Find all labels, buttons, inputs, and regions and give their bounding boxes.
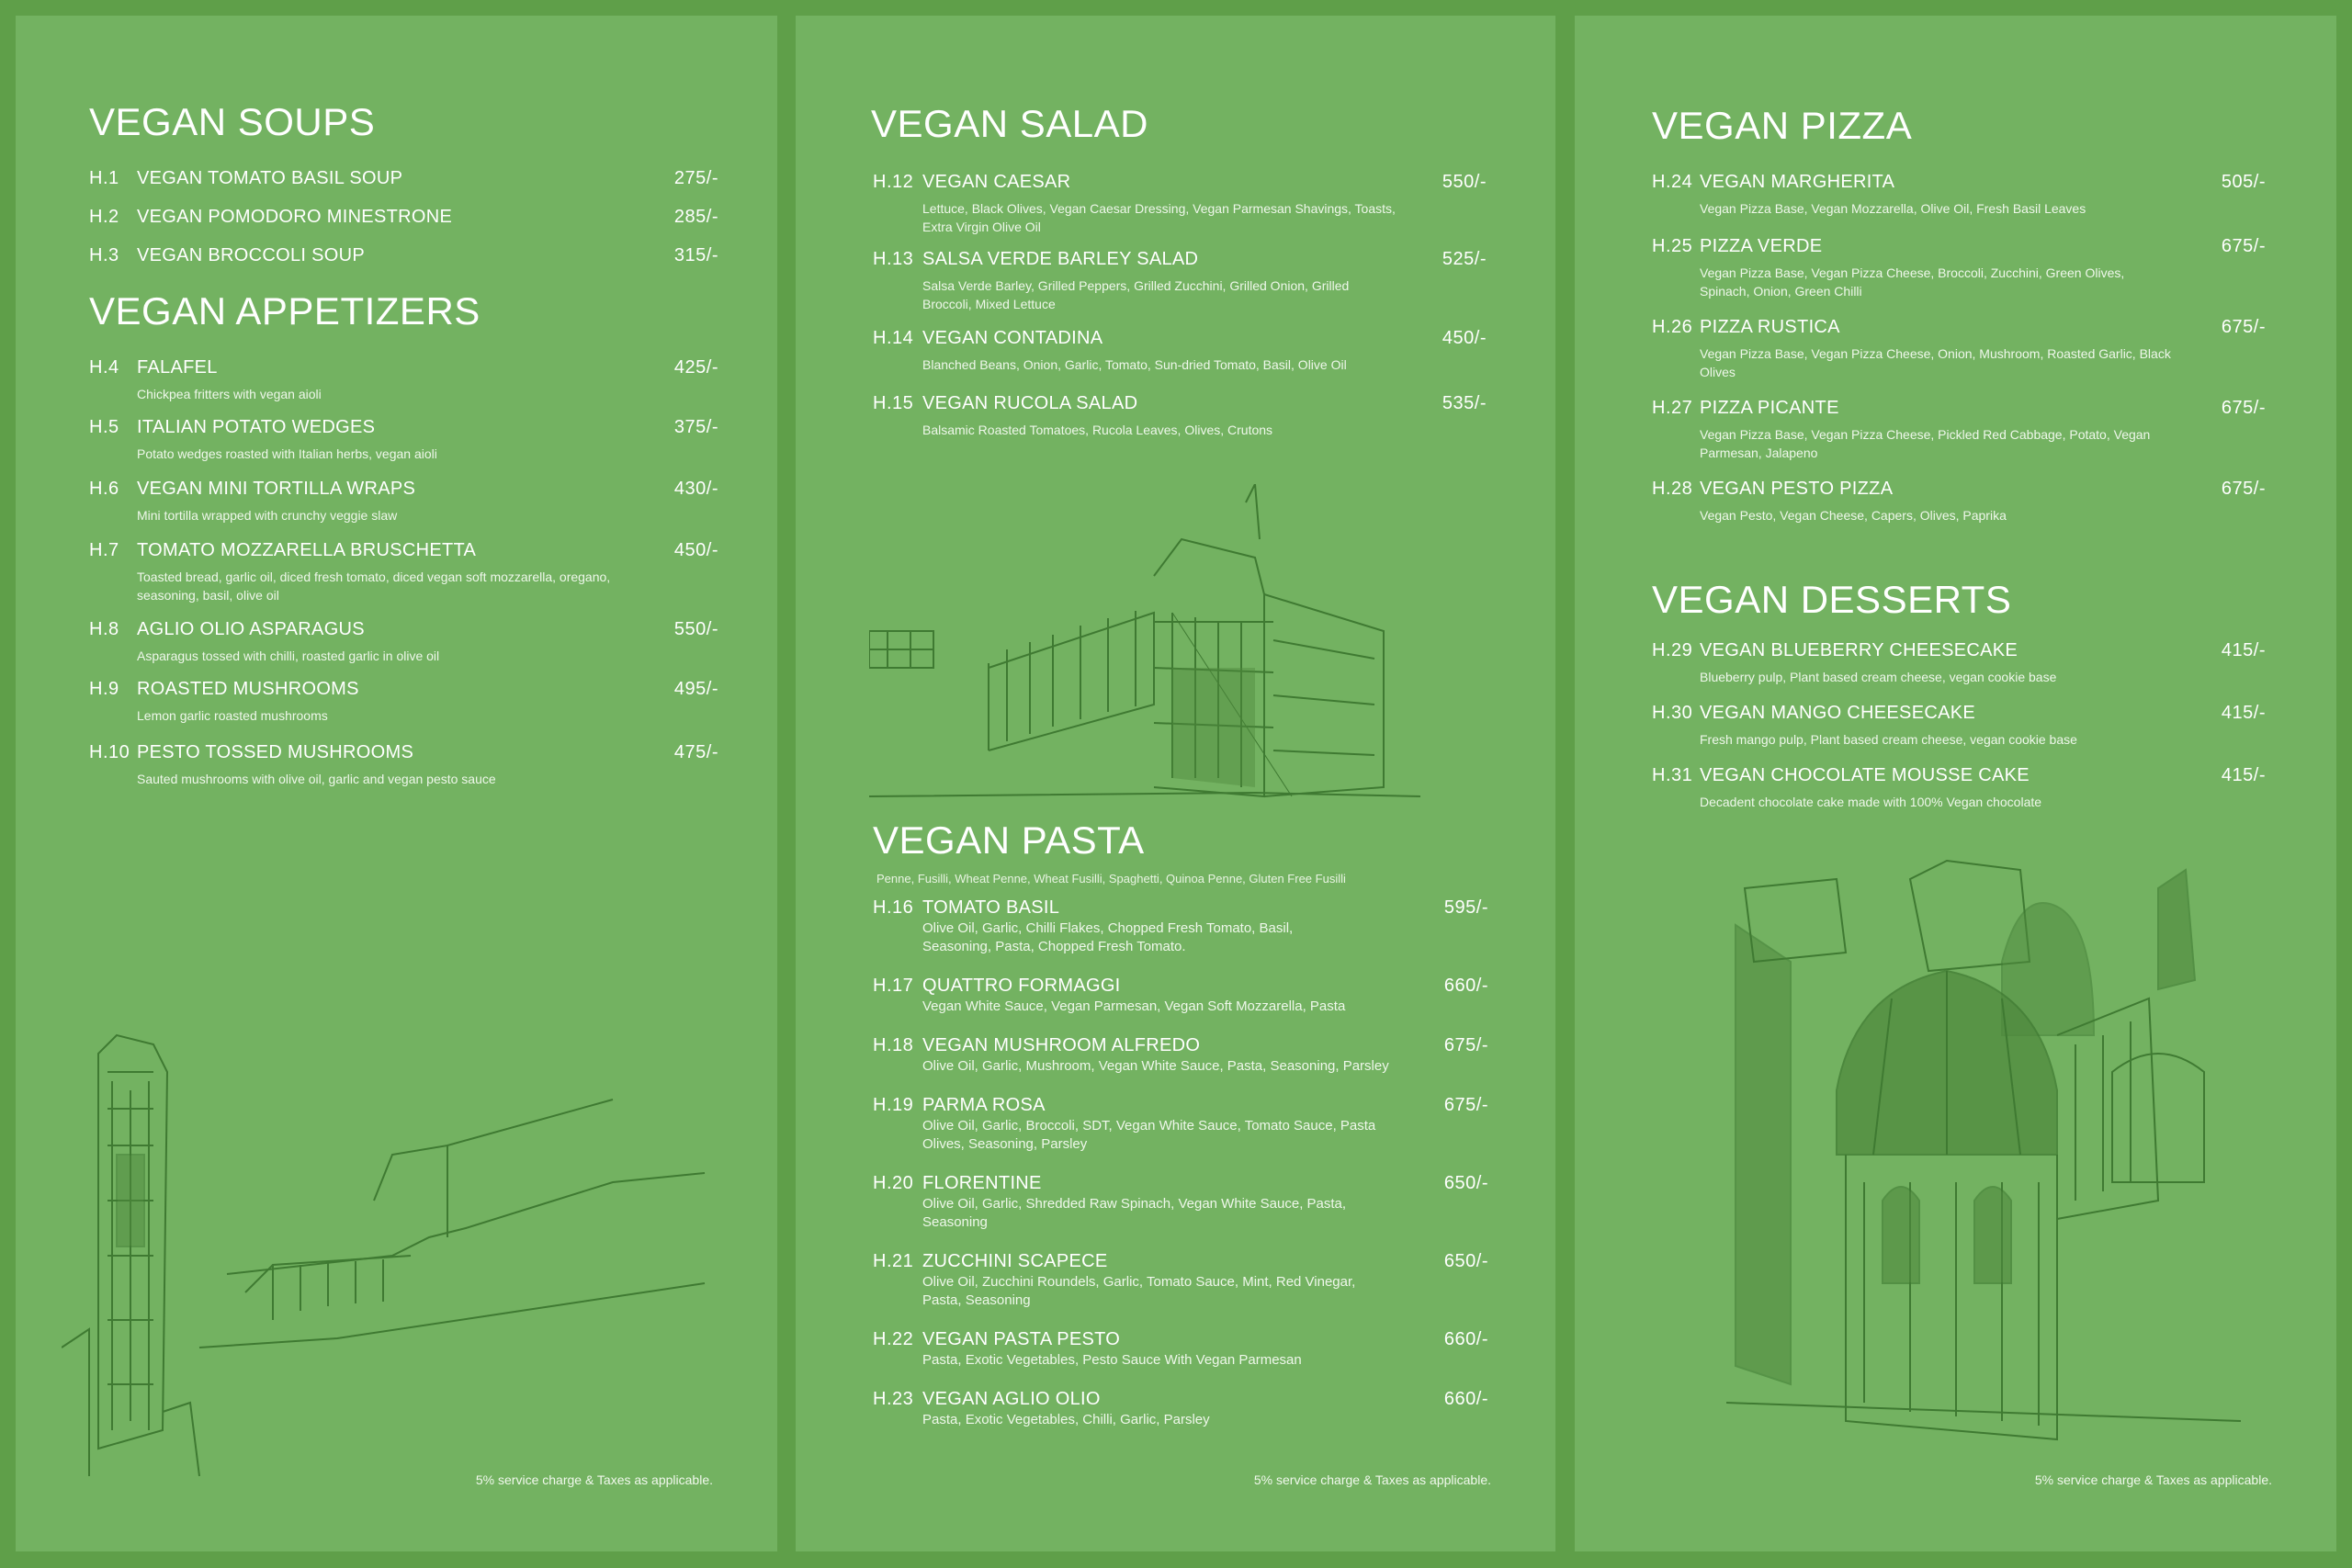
item-description: Lettuce, Black Olives, Vegan Caesar Dressing, Vegan Parmesan Shavings, Toasts, Extra Virgin Olive Oil <box>922 201 1396 234</box>
item-name: TOMATO MOZZARELLA BRUSCHETTA <box>137 540 477 560</box>
item-code: H.6 <box>89 479 119 499</box>
item-price: 675/- <box>2221 236 2266 256</box>
item-description: Decadent chocolate cake made with 100% Vegan chocolate <box>1700 795 2042 809</box>
item-code: H.18 <box>873 1035 914 1055</box>
item-name: PESTO TOSSED MUSHROOMS <box>137 742 414 762</box>
item-description: Balsamic Roasted Tomatoes, Rucola Leaves, Olives, Crutons <box>922 423 1273 437</box>
item-description: Blanched Beans, Onion, Garlic, Tomato, Sun-dried Tomato, Basil, Olive Oil <box>922 357 1347 372</box>
item-price: 415/- <box>2221 765 2266 785</box>
item-code: H.25 <box>1652 236 1693 256</box>
item-price: 375/- <box>673 417 718 437</box>
item-description: Olive Oil, Zucchini Roundels, Garlic, Tomato Sauce, Mint, Red Vinegar, Pasta, Seasoning <box>922 1274 1356 1308</box>
item-name: ZUCCHINI SCAPECE <box>922 1251 1108 1271</box>
item-price: 675/- <box>2221 317 2266 337</box>
item-price: 525/- <box>1442 249 1487 269</box>
item-code: H.28 <box>1652 479 1693 499</box>
service-charge-note: 5% service charge & Taxes as applicable. <box>475 1472 713 1487</box>
item-name: ITALIAN POTATO WEDGES <box>137 417 376 437</box>
section-title-pasta: VEGAN PASTA <box>873 818 1145 862</box>
item-code: H.23 <box>873 1389 914 1409</box>
item-name: QUATTRO FORMAGGI <box>922 976 1121 996</box>
item-price: 675/- <box>1443 1035 1488 1055</box>
item-description: Fresh mango pulp, Plant based cream cheese, vegan cookie base <box>1700 732 2077 747</box>
item-description: Pasta, Exotic Vegetables, Pesto Sauce With Vegan Parmesan <box>922 1352 1302 1368</box>
item-name: VEGAN TOMATO BASIL SOUP <box>137 168 403 188</box>
architecture-sketch-right <box>1726 852 2241 1458</box>
item-price: 675/- <box>1443 1095 1488 1115</box>
item-name: VEGAN BLUEBERRY CHEESECAKE <box>1700 640 2018 660</box>
item-code: H.3 <box>89 245 119 265</box>
item-code: H.4 <box>89 357 119 378</box>
item-name: FALAFEL <box>137 357 218 378</box>
item-price: 285/- <box>673 207 718 227</box>
item-description: Olive Oil, Garlic, Shredded Raw Spinach, Vegan White Sauce, Pasta, Seasoning <box>922 1196 1347 1230</box>
item-name: TOMATO BASIL <box>922 897 1060 918</box>
item-description: Lemon garlic roasted mushrooms <box>137 708 328 723</box>
item-price: 675/- <box>2221 479 2266 499</box>
item-name: VEGAN MINI TORTILLA WRAPS <box>137 479 416 499</box>
item-name: PARMA ROSA <box>922 1095 1046 1115</box>
item-code: H.13 <box>873 249 914 269</box>
menu-panel-left <box>16 16 777 1551</box>
item-description: Toasted bread, garlic oil, diced fresh tomato, diced vegan soft mozzarella, oregano, seasoning, basil, olive oil <box>137 570 611 603</box>
item-price: 550/- <box>1442 172 1487 192</box>
item-code: H.24 <box>1652 172 1693 192</box>
item-code: H.16 <box>873 897 914 918</box>
item-name: PIZZA VERDE <box>1700 236 1823 256</box>
item-description: Vegan Pizza Base, Vegan Pizza Cheese, Onion, Mushroom, Roasted Garlic, Black Olives <box>1700 346 2171 379</box>
item-name: VEGAN MARGHERITA <box>1700 172 1895 192</box>
item-description: Chickpea fritters with vegan aioli <box>137 387 322 401</box>
item-code: H.10 <box>89 742 130 762</box>
item-price: 475/- <box>673 742 718 762</box>
item-name: FLORENTINE <box>922 1173 1042 1193</box>
item-description: Olive Oil, Garlic, Mushroom, Vegan White Sauce, Pasta, Seasoning, Parsley <box>922 1058 1389 1074</box>
item-name: SALSA VERDE BARLEY SALAD <box>922 249 1199 269</box>
item-description: Vegan Pesto, Vegan Cheese, Capers, Olives, Paprika <box>1700 508 2007 523</box>
section-title-appetizers: VEGAN APPETIZERS <box>89 289 481 333</box>
item-code: H.29 <box>1652 640 1693 660</box>
item-code: H.15 <box>873 393 914 413</box>
item-description: Olive Oil, Garlic, Broccoli, SDT, Vegan White Sauce, Tomato Sauce, Pasta Olives, Seasoning, Parsley <box>922 1118 1376 1152</box>
item-description: Vegan Pizza Base, Vegan Pizza Cheese, Broccoli, Zucchini, Green Olives, Spinach, Onion, Green Chilli <box>1700 265 2125 299</box>
item-description: Salsa Verde Barley, Grilled Peppers, Grilled Zucchini, Grilled Onion, Grilled Broccoli, Mixed Lettuce <box>922 278 1350 311</box>
pasta-options-note: Penne, Fusilli, Wheat Penne, Wheat Fusilli, Spaghetti, Quinoa Penne, Gluten Free Fusilli <box>876 872 1346 886</box>
item-name: AGLIO OLIO ASPARAGUS <box>137 619 365 639</box>
item-code: H.5 <box>89 417 119 437</box>
item-name: VEGAN CONTADINA <box>922 328 1103 348</box>
architecture-sketch-center <box>869 484 1420 815</box>
item-price: 415/- <box>2221 703 2266 723</box>
section-title-salad: VEGAN SALAD <box>871 102 1148 145</box>
item-name: VEGAN POMODORO MINESTRONE <box>137 207 453 227</box>
item-description: Mini tortilla wrapped with crunchy veggie slaw <box>137 508 398 523</box>
item-price: 315/- <box>673 245 718 265</box>
item-name: VEGAN CHOCOLATE MOUSSE CAKE <box>1700 765 2030 785</box>
item-price: 660/- <box>1443 1389 1488 1409</box>
item-name: VEGAN RUCOLA SALAD <box>922 393 1138 413</box>
item-code: H.1 <box>89 168 119 188</box>
item-code: H.27 <box>1652 398 1693 418</box>
item-description: Asparagus tossed with chilli, roasted garlic in olive oil <box>137 649 440 663</box>
item-name: PIZZA PICANTE <box>1700 398 1839 418</box>
architecture-sketch-left <box>62 1017 741 1476</box>
item-code: H.12 <box>873 172 914 192</box>
item-description: Vegan White Sauce, Vegan Parmesan, Vegan Soft Mozzarella, Pasta <box>922 998 1346 1014</box>
item-name: VEGAN AGLIO OLIO <box>922 1389 1101 1409</box>
item-name: VEGAN MUSHROOM ALFREDO <box>922 1035 1201 1055</box>
item-price: 425/- <box>673 357 718 378</box>
item-price: 430/- <box>673 479 718 499</box>
item-description: Vegan Pizza Base, Vegan Pizza Cheese, Pickled Red Cabbage, Potato, Vegan Parmesan, Jalapeno <box>1700 427 2151 460</box>
item-code: H.17 <box>873 976 914 996</box>
service-charge-note: 5% service charge & Taxes as applicable. <box>2034 1472 2272 1487</box>
item-code: H.7 <box>89 540 119 560</box>
item-name: VEGAN PASTA PESTO <box>922 1329 1121 1349</box>
item-code: H.14 <box>873 328 914 348</box>
item-description: Pasta, Exotic Vegetables, Chilli, Garlic, Parsley <box>922 1412 1210 1427</box>
item-name: VEGAN MANGO CHEESECAKE <box>1700 703 1975 723</box>
section-title-soups: VEGAN SOUPS <box>89 100 376 143</box>
item-code: H.20 <box>873 1173 914 1193</box>
section-title-desserts: VEGAN DESSERTS <box>1652 578 2012 621</box>
item-code: H.9 <box>89 679 119 699</box>
item-price: 275/- <box>673 168 718 188</box>
item-description: Sauted mushrooms with olive oil, garlic and vegan pesto sauce <box>137 772 496 786</box>
item-name: VEGAN BROCCOLI SOUP <box>137 245 365 265</box>
item-code: H.26 <box>1652 317 1693 337</box>
item-code: H.31 <box>1652 765 1693 785</box>
item-description: Vegan Pizza Base, Vegan Mozzarella, Olive Oil, Fresh Basil Leaves <box>1700 201 2086 216</box>
item-name: ROASTED MUSHROOMS <box>137 679 359 699</box>
item-code: H.19 <box>873 1095 914 1115</box>
item-code: H.8 <box>89 619 119 639</box>
item-price: 415/- <box>2221 640 2266 660</box>
item-code: H.22 <box>873 1329 914 1349</box>
menu-panel-center <box>796 16 1555 1551</box>
item-name: VEGAN PESTO PIZZA <box>1700 479 1894 499</box>
item-price: 550/- <box>673 619 718 639</box>
item-price: 650/- <box>1443 1251 1488 1271</box>
item-price: 595/- <box>1443 897 1488 918</box>
section-title-pizza: VEGAN PIZZA <box>1652 104 1913 147</box>
item-code: H.30 <box>1652 703 1693 723</box>
item-description: Potato wedges roasted with Italian herbs, vegan aioli <box>137 446 437 461</box>
service-charge-note: 5% service charge & Taxes as applicable. <box>1253 1472 1491 1487</box>
item-name: VEGAN CAESAR <box>922 172 1071 192</box>
item-price: 535/- <box>1442 393 1487 413</box>
item-description: Blueberry pulp, Plant based cream cheese, vegan cookie base <box>1700 670 2057 684</box>
item-code: H.21 <box>873 1251 914 1271</box>
item-description: Olive Oil, Garlic, Chilli Flakes, Chopped Fresh Tomato, Basil, Seasoning, Pasta, Chopped Fresh Tomato. <box>922 920 1294 954</box>
item-price: 650/- <box>1443 1173 1488 1193</box>
menu-panel-right <box>1575 16 2336 1551</box>
item-price: 495/- <box>673 679 718 699</box>
item-name: PIZZA RUSTICA <box>1700 317 1840 337</box>
item-price: 660/- <box>1443 1329 1488 1349</box>
item-price: 450/- <box>673 540 718 560</box>
item-price: 660/- <box>1443 976 1488 996</box>
item-price: 450/- <box>1442 328 1487 348</box>
item-code: H.2 <box>89 207 119 227</box>
item-price: 505/- <box>2221 172 2266 192</box>
item-price: 675/- <box>2221 398 2266 418</box>
